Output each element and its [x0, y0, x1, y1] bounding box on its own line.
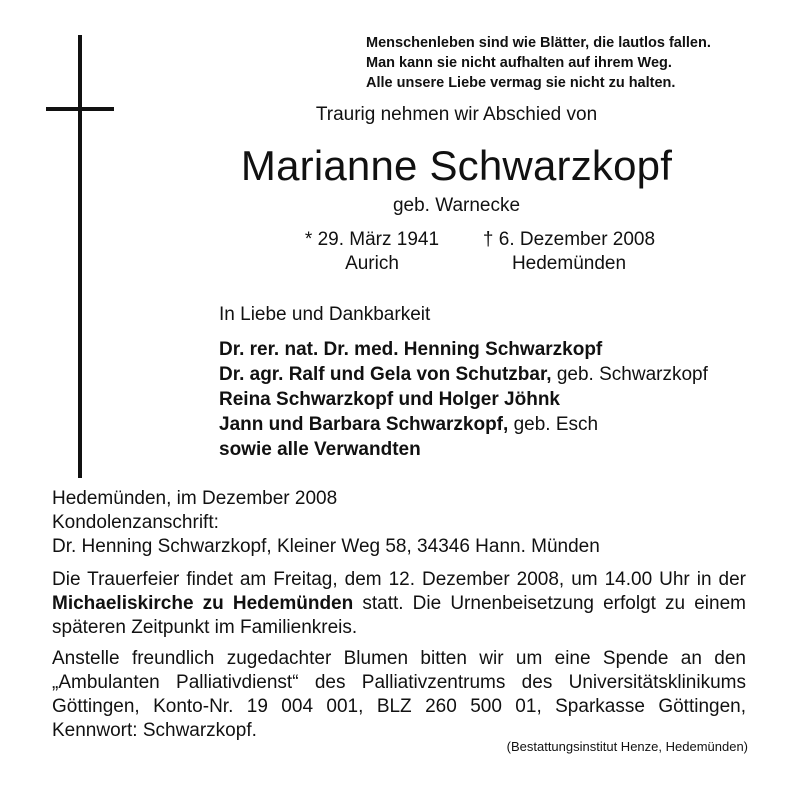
- death-place: Hedemünden: [511, 253, 627, 274]
- mourner: [219, 437, 708, 462]
- place-and-address: [52, 487, 600, 559]
- funeral-text: Die Trauerfeier findet am Freitag, dem 12. Dezember 2008, um 14.00 Uhr in der: [52, 569, 746, 590]
- mourner-suffix: geb. Schwarzkopf: [551, 364, 708, 385]
- deceased-name: Marianne Schwarzkopf: [240, 142, 673, 189]
- mourner: [219, 337, 708, 362]
- condolence-address: Dr. Henning Schwarzkopf, Kleiner Weg 58, 34346 Hann. Münden: [52, 536, 600, 557]
- poem-line: Man kann sie nicht aufhalten auf ihrem Weg.: [366, 55, 672, 71]
- cross-icon: [78, 35, 82, 478]
- birth-date: * 29. März 1941: [304, 229, 440, 250]
- mourner-name: Dr. agr. Ralf und Gela von Schutzbar,: [219, 364, 552, 385]
- intro-text: Traurig nehmen wir Abschied von: [315, 104, 598, 125]
- donation-paragraph: Anstelle freundlich zugedachter Blumen bitten wir um eine Spende an den „Ambulanten Palliativdienst“ des Palliativzentrums des Universitätsklinikums Göttingen, Konto-Nr. 19 004 001, BLZ 260 500 01, Sparkasse Göttingen, Kennwort: Schwarzkopf.: [52, 648, 746, 741]
- maiden-name: geb. Warnecke: [392, 195, 521, 216]
- funeral-text-end: statt. Die Urnenbeisetzung erfolgt zu einem späteren Zeitpunkt im Familienkreis.: [52, 593, 746, 638]
- mourners-list: [219, 337, 708, 462]
- funeral-paragraph: [52, 568, 746, 640]
- condolence-label: Kondolenzanschrift:: [52, 512, 219, 533]
- undertaker-credit: (Bestattungsinstitut Henze, Hedemünden): [506, 739, 748, 754]
- mourner-name: Dr. rer. nat. Dr. med. Henning Schwarzkopf: [219, 339, 603, 360]
- mourner-suffix: geb. Esch: [508, 414, 599, 435]
- mourner: [219, 387, 708, 412]
- mourner: [219, 412, 708, 437]
- place-date: Hedemünden, im Dezember 2008: [52, 488, 338, 509]
- mourner-name: Reina Schwarzkopf und Holger Jöhnk: [219, 389, 560, 410]
- poem-line: Menschenleben sind wie Blätter, die lautlos fallen.: [366, 35, 711, 51]
- poem: [366, 33, 711, 93]
- death-info: [474, 228, 664, 276]
- birth-info: [272, 228, 472, 276]
- mourner-name: Jann und Barbara Schwarzkopf,: [219, 414, 509, 435]
- poem-line: Alle unsere Liebe vermag sie nicht zu halten.: [366, 75, 676, 91]
- mourner-name: sowie alle Verwandten: [219, 439, 421, 460]
- birth-place: Aurich: [345, 253, 399, 274]
- church-name: Michaeliskirche zu Hedemünden: [52, 593, 354, 614]
- mourners-intro: In Liebe und Dankbarkeit: [219, 304, 431, 325]
- death-date: † 6. Dezember 2008: [482, 229, 656, 250]
- mourner: [219, 362, 708, 387]
